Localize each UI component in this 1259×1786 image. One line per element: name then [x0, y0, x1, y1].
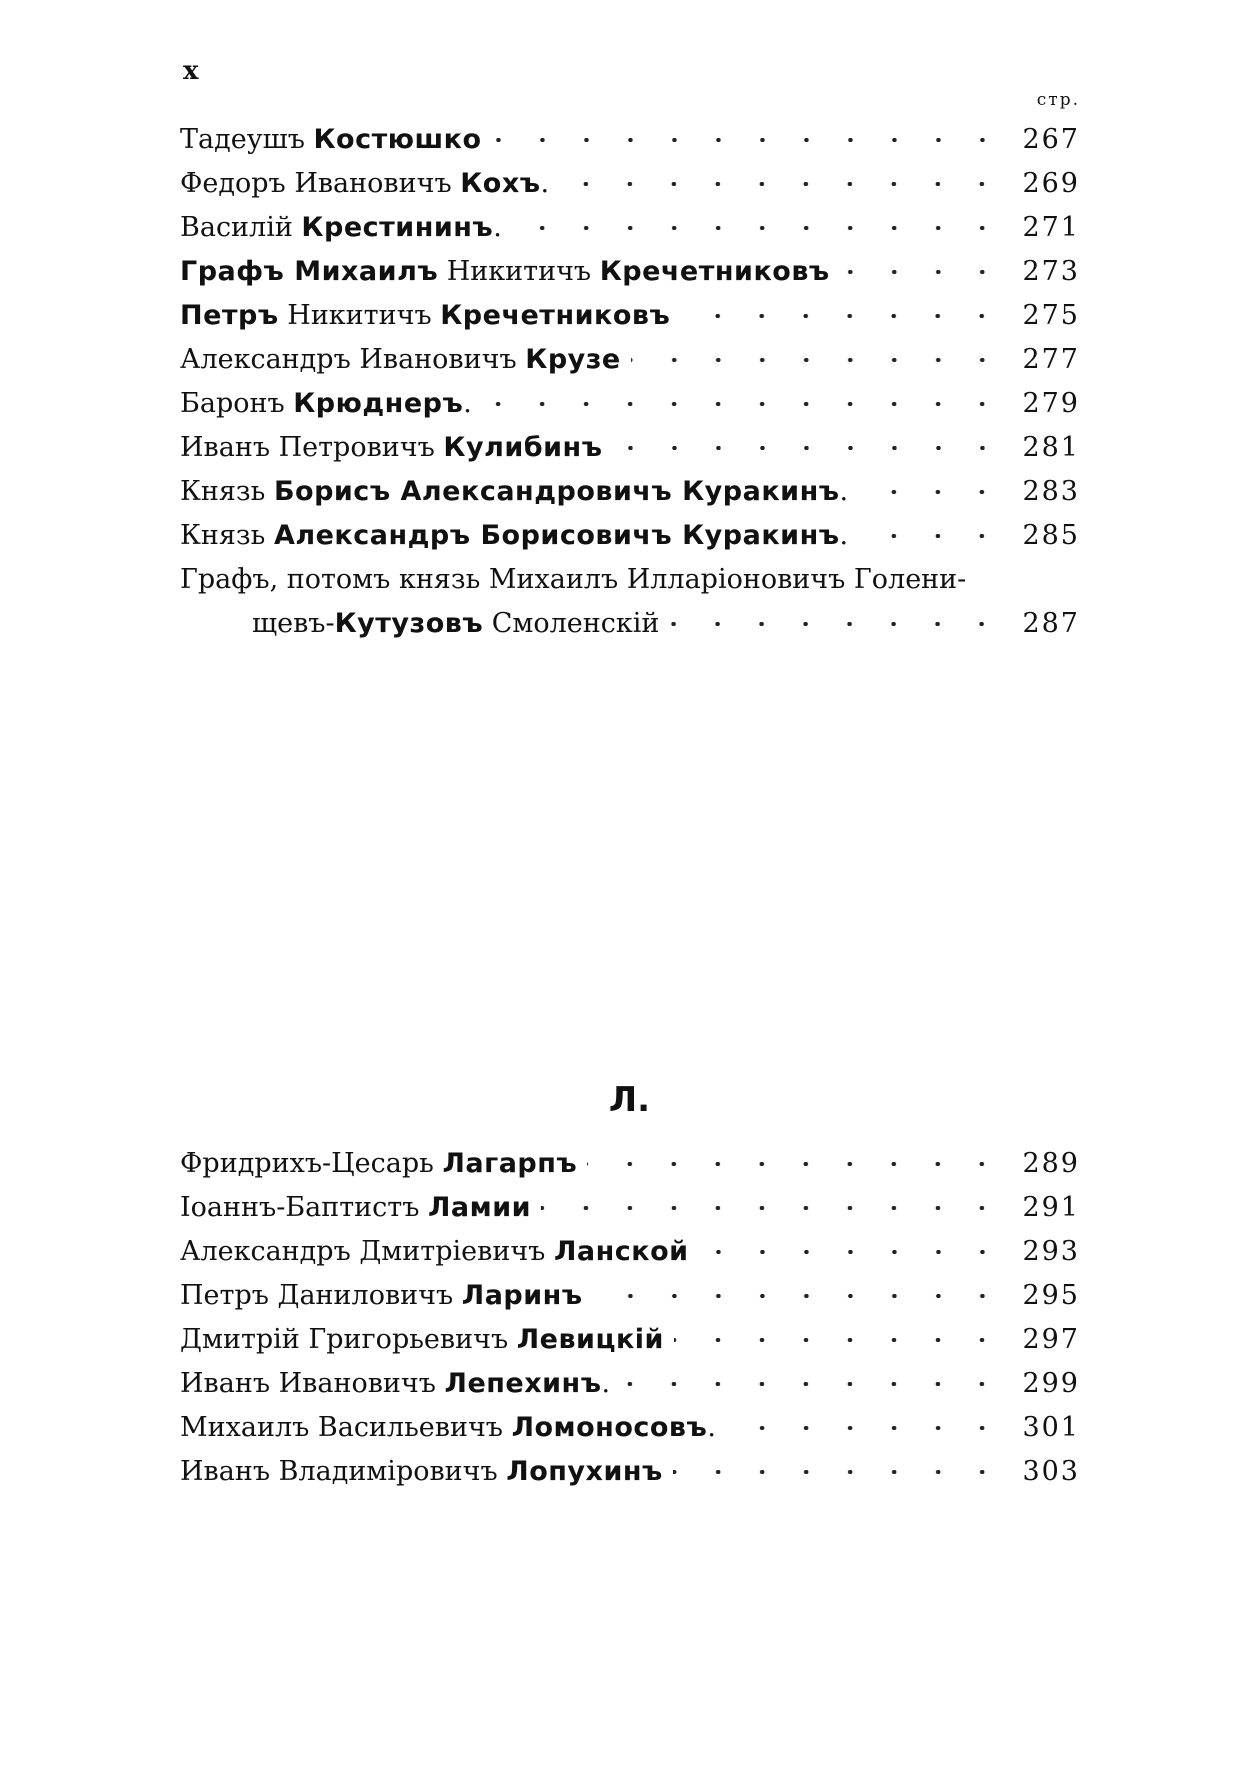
entry-surname: Костюшко: [313, 124, 482, 155]
entry-page: 279: [1022, 388, 1080, 419]
entry-surname: Ламии: [428, 1192, 532, 1223]
entry-surname: Крюднеръ: [293, 388, 464, 419]
entry-given-name: Федоръ Ивановичъ: [180, 168, 461, 199]
dot-leader: [593, 1294, 1004, 1298]
entry-page: 295: [1022, 1280, 1080, 1311]
dot-leader: [699, 1250, 1004, 1254]
toc-entry: [180, 1324, 1080, 1368]
entry-given-name: Князь: [180, 520, 274, 551]
entry-label: [180, 1412, 716, 1443]
entry-patronymic: Никитичъ: [438, 256, 600, 287]
section-heading: Л.: [608, 1080, 651, 1120]
entry-given-name: Иванъ Ивановичъ: [180, 1368, 445, 1399]
entry-tail: Смоленскій: [483, 608, 660, 639]
entry-page: 283: [1022, 476, 1080, 507]
entry-page: 297: [1022, 1324, 1080, 1355]
toc-entry: [180, 1368, 1080, 1412]
entry-given-name: Дмитрій Григорьевичъ: [180, 1324, 517, 1355]
entry-label: [180, 256, 830, 287]
toc-entry: [180, 168, 1080, 212]
entry-tail: .: [839, 520, 849, 551]
dot-leader: [726, 1426, 1004, 1430]
entry-label: [180, 344, 621, 375]
entry-page: 277: [1022, 344, 1080, 375]
entry-tail: .: [463, 388, 472, 419]
entry-page: 299: [1022, 1368, 1080, 1399]
toc-entry: [180, 124, 1080, 168]
toc-entry: [180, 300, 1080, 344]
entry-surname: Лопухинъ: [506, 1456, 663, 1487]
entry-tail: .: [839, 476, 849, 507]
entry-page: 269: [1022, 168, 1080, 199]
entry-given-name: Князь: [180, 476, 274, 507]
entry-given-name: Тадеушъ: [180, 124, 314, 155]
entry-surname: Кулибинъ: [443, 432, 603, 463]
entry-given-name: Иванъ Владиміровичъ: [180, 1456, 507, 1487]
dot-leader: [858, 490, 1004, 494]
entry-page: 303: [1022, 1456, 1080, 1487]
entry-title: Графъ Михаилъ: [180, 256, 439, 287]
entry-page: 271: [1022, 212, 1080, 243]
dot-leader: [858, 534, 1004, 538]
entry-surname: Кречетниковъ: [599, 256, 830, 287]
entry-surname: Александръ Борисовичъ Куракинъ: [273, 520, 840, 551]
toc-entry: [180, 212, 1080, 256]
entry-given-name: Александръ Ивановичъ: [180, 344, 526, 375]
entry-tail: .: [540, 168, 550, 199]
toc-section-l: [180, 1148, 1080, 1500]
entry-label: [180, 1368, 610, 1399]
entry-given-name: Александръ Дмитріевичъ: [180, 1236, 554, 1267]
entry-page: 291: [1022, 1192, 1080, 1223]
toc-entry: [180, 1236, 1080, 1280]
entry-label: [180, 1280, 583, 1311]
entry-page: 281: [1022, 432, 1080, 463]
entry-surname: Кутузовъ: [334, 608, 484, 639]
toc-entry: [180, 520, 1080, 564]
entry-label: [180, 520, 848, 551]
entry-given-name: Іоаннъ-Баптистъ: [180, 1192, 428, 1223]
toc-entry: [180, 1412, 1080, 1456]
toc-entry-line1: [180, 564, 1080, 608]
entry-given-name: Баронъ: [180, 388, 294, 419]
entry-label: [180, 300, 670, 331]
toc-entry-line2: [180, 608, 1080, 652]
entry-label: [180, 1148, 577, 1179]
entry-label: [180, 1324, 664, 1355]
entry-page: 285: [1022, 520, 1080, 551]
entry-page: 301: [1022, 1412, 1080, 1443]
dot-leader: [587, 1162, 1004, 1166]
toc-entry: [180, 1148, 1080, 1192]
entry-surname: Ларинъ: [461, 1280, 583, 1311]
dot-leader: [669, 622, 1004, 626]
entry-label: [252, 608, 659, 639]
entry-label: [180, 1236, 689, 1267]
entry-patronymic: Никитичъ: [278, 300, 441, 331]
entry-page: 267: [1022, 124, 1080, 155]
toc-entry: [180, 1456, 1080, 1500]
entry-surname: Лепехинъ: [444, 1368, 602, 1399]
entry-label: [180, 168, 549, 199]
entry-given-name: Василій: [180, 212, 302, 243]
entry-page: 273: [1022, 256, 1080, 287]
dot-leader: [680, 314, 1004, 318]
entry-page: 287: [1022, 608, 1080, 639]
dot-leader: [492, 138, 1004, 142]
entry-surname: Кохъ: [460, 168, 541, 199]
dot-leader: [482, 402, 1004, 406]
entry-surname: Левицкій: [516, 1324, 664, 1355]
dot-leader: [541, 1206, 1004, 1210]
entry-label: [180, 476, 848, 507]
entry-label: [180, 1456, 663, 1487]
entry-given-name: Михаилъ Васильевичъ: [180, 1412, 512, 1443]
entry-surname: Лагарпъ: [442, 1148, 578, 1179]
entry-surname: Борисъ Александровичъ Куракинъ: [273, 476, 840, 507]
toc-entry: [180, 388, 1080, 432]
page-column-label: стр.: [1036, 90, 1080, 110]
entry-page: 293: [1022, 1236, 1080, 1267]
entry-label: [180, 1192, 531, 1223]
entry-surname: Крестининъ: [301, 212, 494, 243]
entry-surname: Крузе: [525, 344, 621, 375]
entry-given-name: Фридрихъ-Цесарь: [180, 1148, 443, 1179]
entry-page: 289: [1022, 1148, 1080, 1179]
toc-section-k: [180, 124, 1080, 652]
toc-entry: [180, 432, 1080, 476]
dot-leader: [840, 270, 1004, 274]
toc-entry: [180, 476, 1080, 520]
entry-name-start: щевъ-: [252, 608, 335, 639]
dot-leader: [674, 1338, 1004, 1342]
entry-tail: .: [601, 1368, 611, 1399]
entry-given-name: Петръ Даниловичъ: [180, 1280, 462, 1311]
entry-tail: .: [493, 212, 502, 243]
toc-entry: [180, 256, 1080, 300]
dot-leader: [620, 1382, 1004, 1386]
entry-label: [180, 388, 472, 419]
entry-label: Графъ, потомъ князь Михаилъ Илларіоновичъ Голени-: [180, 564, 967, 595]
toc-entry: [180, 1280, 1080, 1324]
entry-surname: Кречетниковъ: [440, 300, 671, 331]
page-number: x: [183, 56, 200, 86]
entry-label: [180, 212, 502, 243]
entry-given-name: Иванъ Петровичъ: [180, 432, 444, 463]
dot-leader: [512, 226, 1004, 230]
toc-entry: [180, 344, 1080, 388]
entry-tail: .: [707, 1412, 716, 1443]
entry-given-name: Петръ: [180, 300, 279, 331]
entry-surname: Ломоносовъ: [511, 1412, 708, 1443]
entry-label: [180, 432, 603, 463]
entry-page: 275: [1022, 300, 1080, 331]
dot-leader: [673, 1470, 1004, 1474]
dot-leader: [559, 182, 1004, 186]
dot-leader: [631, 358, 1004, 362]
entry-label: [180, 124, 482, 155]
entry-surname: Ланской: [553, 1236, 689, 1267]
dot-leader: [613, 446, 1004, 450]
toc-entry: [180, 1192, 1080, 1236]
